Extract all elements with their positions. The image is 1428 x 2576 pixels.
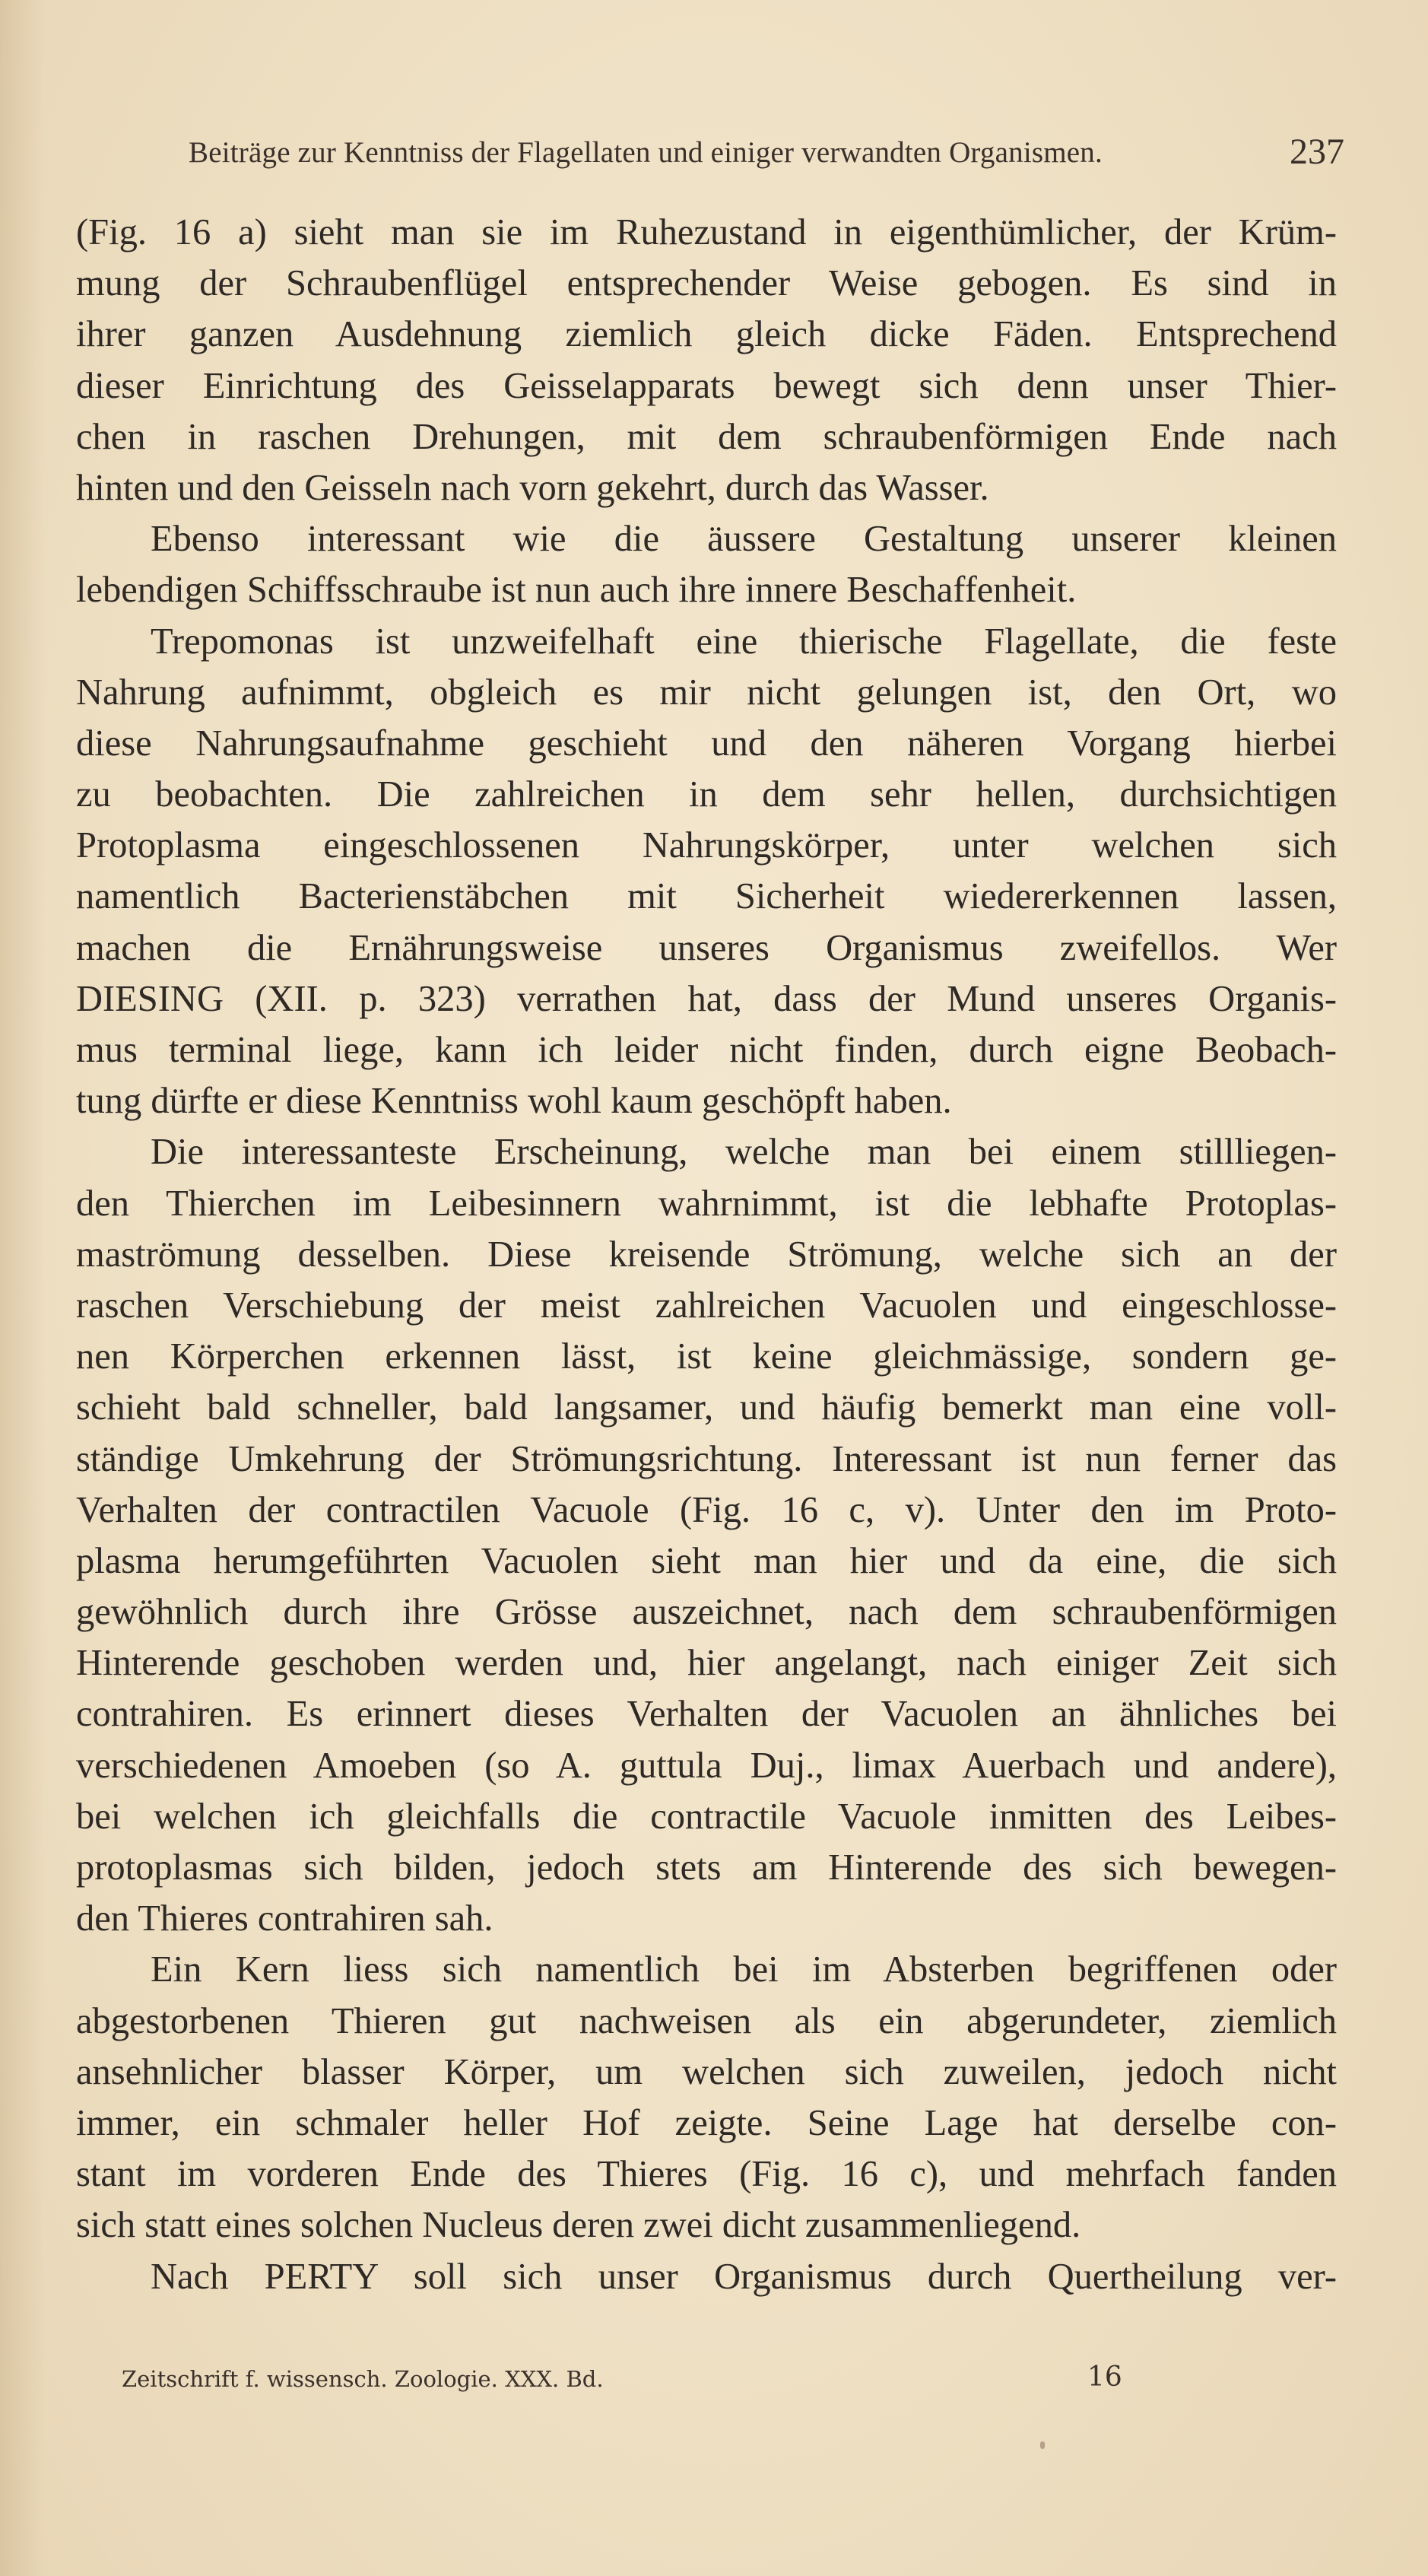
text-line: machen die Ernährungsweise unseres Organismus zweifellos. Wer xyxy=(76,927,1337,968)
text-line: lebendigen Schiffsschraube ist nun auch ihre innere Beschaffenheit. xyxy=(76,570,1077,611)
text-line: Die interessanteste Erscheinung, welche man bei einem stillliegen- xyxy=(151,1132,1337,1173)
text-line: ansehnlicher blasser Körper, um welchen sich zuweilen, jedoch nicht xyxy=(76,2051,1337,2092)
text-line: Verhalten der contractilen Vacuole (Fig. 16 c, v). Unter den im Proto- xyxy=(76,1489,1337,1530)
sheet-signature: 16 xyxy=(1087,2362,1122,2393)
body-text xyxy=(76,207,1337,2302)
text-line: DIESING (XII. p. 323) verrathen hat, dass der Mund unseres Organis- xyxy=(76,978,1337,1019)
text-line: Protoplasma eingeschlossenen Nahrungskörper, unter welchen sich xyxy=(76,825,1337,866)
text-line: nen Körperchen erkennen lässt, ist keine gleichmässige, sondern ge- xyxy=(76,1336,1337,1377)
text-line: raschen Verschiebung der meist zahlreichen Vacuolen und eingeschlosse- xyxy=(76,1285,1337,1326)
text-line: ihrer ganzen Ausdehnung ziemlich gleich dicke Fäden. Entsprechend xyxy=(76,314,1337,355)
text-line: chen in raschen Drehungen, mit dem schraubenförmigen Ende nach xyxy=(76,416,1337,457)
text-line: contrahiren. Es erinnert dieses Verhalten der Vacuolen an ähnliches bei xyxy=(76,1694,1337,1735)
page-number: 237 xyxy=(1290,132,1344,172)
text-line: verschiedenen Amoeben (so A. guttula Duj., limax Auerbach und andere), xyxy=(76,1745,1337,1786)
text-line: (Fig. 16 a) sieht man sie im Ruhezustand in eigenthümlicher, der Krüm- xyxy=(76,212,1337,253)
text-line: tung dürfte er diese Kenntniss wohl kaum geschöpft haben. xyxy=(76,1081,952,1122)
text-line: sich statt eines solchen Nucleus deren zwei dicht zusammenliegend. xyxy=(76,2205,1081,2246)
text-line: den Thieres contrahiren sah. xyxy=(76,1898,493,1939)
text-line: gewöhnlich durch ihre Grösse auszeichnet, nach dem schraubenförmigen xyxy=(76,1592,1337,1633)
text-line: schieht bald schneller, bald langsamer, und häufig bemerkt man eine voll- xyxy=(76,1387,1337,1428)
page-footer xyxy=(122,2362,1125,2400)
text-line: Ebenso interessant wie die äussere Gestaltung unserer kleinen xyxy=(151,519,1337,560)
running-head xyxy=(189,131,1344,184)
text-line: ständige Umkehrung der Strömungsrichtung. Interessant ist nun ferner das xyxy=(76,1438,1337,1479)
text-line: Hinterende geschoben werden und, hier angelangt, nach einiger Zeit sich xyxy=(76,1643,1337,1684)
text-line: Trepomonas ist unzweifelhaft eine thierische Flagellate, die feste xyxy=(151,621,1337,662)
text-line: diese Nahrungsaufnahme geschieht und den näheren Vorgang hierbei xyxy=(76,723,1337,764)
text-line: plasma herumgeführten Vacuolen sieht man hier und da eine, die sich xyxy=(76,1540,1337,1581)
text-line: immer, ein schmaler heller Hof zeigte. Seine Lage hat derselbe con- xyxy=(76,2102,1337,2143)
running-title: Beiträge zur Kenntniss der Flagellaten und einiger verwandten Organismen. xyxy=(189,136,1103,169)
text-line: zu beobachten. Die zahlreichen in dem sehr hellen, durchsichtigen xyxy=(76,774,1337,815)
text-line: bei welchen ich gleichfalls die contractile Vacuole inmitten des Leibes- xyxy=(76,1796,1337,1837)
text-line: protoplasmas sich bilden, jedoch stets am Hinterende des sich bewegen- xyxy=(76,1847,1337,1888)
text-line: hinten und den Geisseln nach vorn gekehrt, durch das Wasser. xyxy=(76,467,989,508)
text-line: mung der Schraubenflügel entsprechender Weise gebogen. Es sind in xyxy=(76,263,1337,304)
text-line: den Thierchen im Leibesinnern wahrnimmt, ist die lebhafte Protoplas- xyxy=(76,1183,1337,1224)
text-line: abgestorbenen Thieren gut nachweisen als ein abgerundeter, ziemlich xyxy=(76,2000,1337,2041)
text-line: Nach PERTY soll sich unser Organismus durch Quertheilung ver- xyxy=(151,2256,1337,2297)
text-line: namentlich Bacterienstäbchen mit Sicherheit wiedererkennen lassen, xyxy=(76,876,1337,917)
text-line: Ein Kern liess sich namentlich bei im Absterben begriffenen oder xyxy=(151,1949,1337,1990)
text-line: maströmung desselben. Diese kreisende Strömung, welche sich an der xyxy=(76,1234,1337,1275)
text-line: dieser Einrichtung des Geisselapparats bewegt sich denn unser Thier- xyxy=(76,365,1337,406)
text-line: stant im vorderen Ende des Thieres (Fig. 16 c), und mehrfach fanden xyxy=(76,2154,1337,2195)
text-line: mus terminal liege, kann ich leider nicht finden, durch eigne Beobach- xyxy=(76,1030,1337,1070)
paper-speck xyxy=(1040,2441,1045,2449)
journal-reference: Zeitschrift f. wissensch. Zoologie. XXX. Bd. xyxy=(122,2366,604,2392)
text-line: Nahrung aufnimmt, obgleich es mir nicht gelungen ist, den Ort, wo xyxy=(76,672,1337,713)
page-binding-shadow xyxy=(0,0,46,2576)
